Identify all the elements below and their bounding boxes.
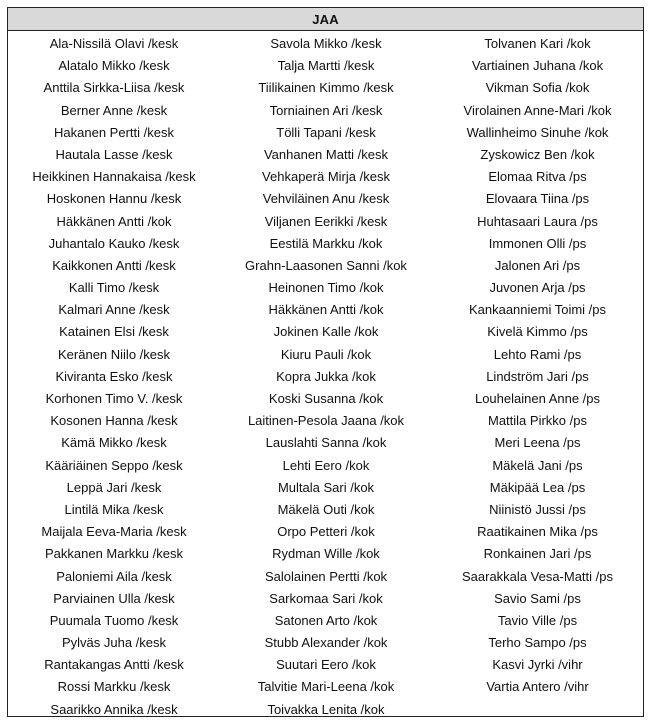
member-name-cell: Laitinen-Pesola Jaana /kok xyxy=(247,413,405,429)
member-name-cell: Lehti Eero /kok xyxy=(282,457,370,473)
member-name-cell: Häkkänen Antti /kok xyxy=(268,302,384,318)
member-name-cell: Pakkanen Markku /kesk xyxy=(44,546,183,562)
names-column-3 xyxy=(432,31,643,721)
member-name-cell: Berner Anne /kesk xyxy=(60,102,168,118)
member-name-cell: Elovaara Tiina /ps xyxy=(485,191,590,207)
member-name-cell: Lindström Jari /ps xyxy=(486,368,589,384)
member-name-cell: Vehviläinen Anu /kesk xyxy=(262,191,390,207)
member-name-cell: Heinonen Timo /kok xyxy=(268,280,384,296)
member-name-cell: Raatikainen Mika /ps xyxy=(477,524,598,540)
table-header xyxy=(8,8,643,31)
member-name-cell: Hautala Lasse /kesk xyxy=(55,146,173,162)
member-name-cell: Juvonen Arja /ps xyxy=(489,280,586,296)
member-name-cell: Mattila Pirkko /ps xyxy=(488,413,587,429)
member-name-cell: Koski Susanna /kok xyxy=(268,391,384,406)
member-name-cell: Alatalo Mikko /kesk xyxy=(58,58,170,74)
member-name-cell: Jokinen Kalle /kok xyxy=(273,324,379,340)
member-name-cell: Hakanen Pertti /kesk xyxy=(54,124,174,140)
member-name-cell: Keränen Niilo /kesk xyxy=(58,346,170,362)
member-name-cell: Saarikko Annika /kesk xyxy=(50,701,178,717)
member-name-cell: Wallinheimo Sinuhe /kok xyxy=(466,124,609,140)
member-name-cell: Jalonen Ari /ps xyxy=(494,257,581,273)
member-name-cell: Saarakkala Vesa-Matti /ps xyxy=(461,568,614,584)
member-name-cell: Juhantalo Kauko /kesk xyxy=(48,235,180,251)
member-name-cell: Multala Sari /kok xyxy=(277,479,375,495)
member-name-cell: Vikman Sofia /kok xyxy=(485,80,590,96)
member-name-cell: Katainen Elsi /kesk xyxy=(59,324,169,340)
member-name-cell: Eestilä Markku /kok xyxy=(269,235,383,251)
vote-list-table xyxy=(7,7,644,717)
member-name-cell: Parviainen Ulla /kesk xyxy=(53,590,175,606)
member-name-cell: Ronkainen Jari /ps xyxy=(483,546,592,562)
member-name-cell: Lehto Rami /ps xyxy=(493,346,582,362)
member-name-cell: Terho Sampo /ps xyxy=(488,635,587,651)
member-name-cell: Leppä Jari /kesk xyxy=(66,479,162,495)
names-column-2 xyxy=(220,31,432,721)
member-name-cell: Kivelä Kimmo /ps xyxy=(487,324,588,340)
member-name-cell: Virolainen Anne-Mari /kok xyxy=(463,102,612,118)
member-name-cell: Savola Mikko /kesk xyxy=(270,36,382,51)
member-name-cell: Vehkaperä Mirja /kesk xyxy=(262,169,390,185)
member-name-cell: Rydman Wille /kok xyxy=(272,546,380,562)
member-name-cell: Toivakka Lenita /kok xyxy=(267,701,385,717)
member-name-cell: Kalli Timo /kesk xyxy=(68,280,160,296)
member-name-cell: Kalmari Anne /kesk xyxy=(58,302,170,318)
member-name-cell: Viljanen Eerikki /kesk xyxy=(264,213,388,229)
member-name-cell: Zyskowicz Ben /kok xyxy=(480,146,595,162)
member-name-cell: Kämä Mikko /kesk xyxy=(61,435,167,451)
member-name-cell: Tiilikainen Kimmo /kesk xyxy=(258,80,394,96)
member-name-cell: Ala-Nissilä Olavi /kesk xyxy=(49,36,179,51)
member-name-cell: Torniainen Ari /kesk xyxy=(269,102,383,118)
member-name-cell: Talvitie Mari-Leena /kok xyxy=(257,679,395,695)
member-name-cell: Rantakangas Antti /kesk xyxy=(44,657,184,673)
member-name-cell: Mäkipää Lea /ps xyxy=(489,479,586,495)
names-grid xyxy=(8,31,643,716)
names-column-1 xyxy=(8,31,220,721)
member-name-cell: Pylväs Juha /kesk xyxy=(61,635,167,651)
member-name-cell: Huhtasaari Laura /ps xyxy=(477,213,598,229)
member-name-cell: Tavio Ville /ps xyxy=(497,612,578,628)
member-name-cell: Paloniemi Aila /kesk xyxy=(56,568,172,584)
member-name-cell: Kosonen Hanna /kesk xyxy=(50,413,178,429)
member-name-cell: Talja Martti /kesk xyxy=(277,58,375,74)
member-name-cell: Vartiainen Juhana /kok xyxy=(471,58,604,74)
member-name-cell: Tölli Tapani /kesk xyxy=(276,124,376,140)
member-name-cell: Maijala Eeva-Maria /kesk xyxy=(41,524,187,540)
member-name-cell: Hoskonen Hannu /kesk xyxy=(46,191,182,207)
member-name-cell: Kaikkonen Antti /kesk xyxy=(52,257,176,273)
member-name-cell: Savio Sami /ps xyxy=(494,590,581,606)
member-name-cell: Lauslahti Sanna /kok xyxy=(265,435,387,451)
member-name-cell: Rossi Markku /kesk xyxy=(57,679,171,695)
member-name-cell: Tolvanen Kari /kok xyxy=(484,36,591,51)
header-title: JAA xyxy=(312,11,339,27)
member-name-cell: Korhonen Timo V. /kesk xyxy=(45,391,183,406)
member-name-cell: Vartia Antero /vihr xyxy=(486,679,589,695)
member-name-cell: Mäkelä Jani /ps xyxy=(492,457,583,473)
member-name-cell: Stubb Alexander /kok xyxy=(264,635,388,651)
member-name-cell: Häkkänen Antti /kok xyxy=(56,213,172,229)
member-name-cell: Heikkinen Hannakaisa /kesk xyxy=(32,169,196,185)
member-name-cell: Grahn-Laasonen Sanni /kok xyxy=(245,257,407,273)
member-name-cell: Vanhanen Matti /kesk xyxy=(263,146,389,162)
member-name-cell: Anttila Sirkka-Liisa /kesk xyxy=(43,80,185,96)
member-name-cell: Kankaanniemi Toimi /ps xyxy=(468,302,607,318)
member-name-cell: Satonen Arto /kok xyxy=(274,612,378,628)
member-name-cell: Puumala Tuomo /kesk xyxy=(49,612,179,628)
member-name-cell: Kiviranta Esko /kesk xyxy=(55,368,173,384)
member-name-cell: Mäkelä Outi /kok xyxy=(277,501,375,517)
member-name-cell: Sarkomaa Sari /kok xyxy=(269,590,383,606)
member-name-cell: Meri Leena /ps xyxy=(494,435,581,451)
member-name-cell: Elomaa Ritva /ps xyxy=(488,169,587,185)
member-name-cell: Kääriäinen Seppo /kesk xyxy=(45,457,183,473)
member-name-cell: Orpo Petteri /kok xyxy=(277,524,375,540)
member-name-cell: Immonen Olli /ps xyxy=(488,235,587,251)
member-name-cell: Kasvi Jyrki /vihr xyxy=(492,657,583,673)
member-name-cell: Kopra Jukka /kok xyxy=(276,368,376,384)
member-name-cell: Louhelainen Anne /ps xyxy=(474,391,601,406)
member-name-cell: Salolainen Pertti /kok xyxy=(264,568,388,584)
member-name-cell: Kiuru Pauli /kok xyxy=(280,346,372,362)
member-name-cell: Lintilä Mika /kesk xyxy=(64,501,164,517)
member-name-cell: Niinistö Jussi /ps xyxy=(489,501,586,517)
member-name-cell: Suutari Eero /kok xyxy=(276,657,376,673)
